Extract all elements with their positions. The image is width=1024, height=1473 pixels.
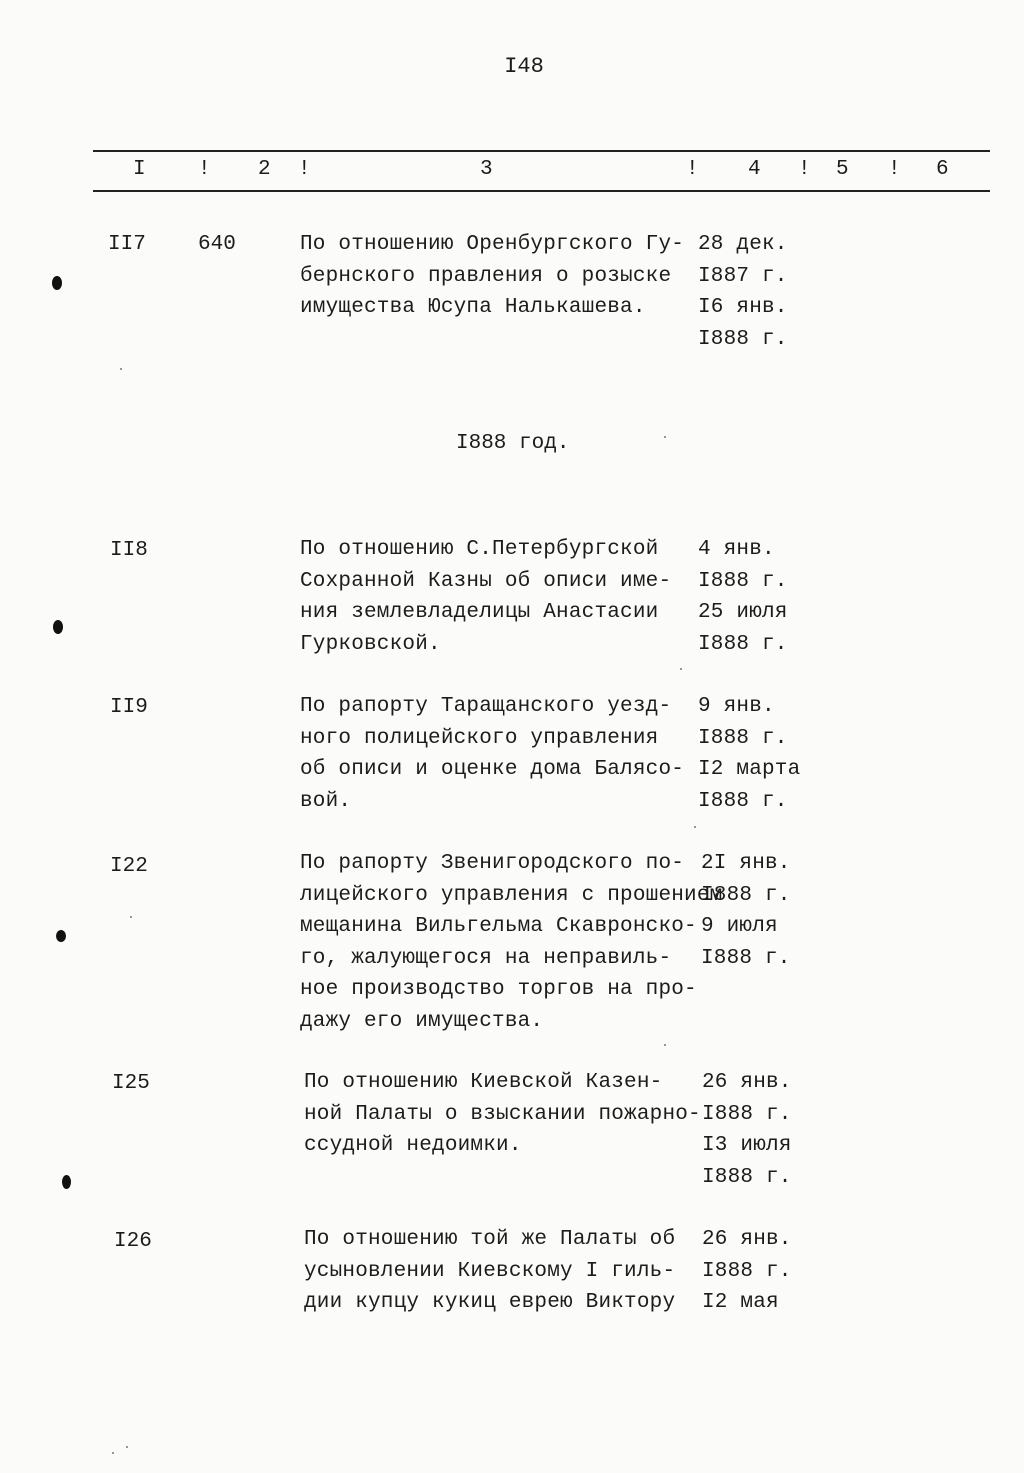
- header-col-6: 6: [936, 158, 949, 181]
- entry-number: I22: [110, 855, 148, 878]
- scan-speck: [126, 1446, 128, 1448]
- entry-number: II7: [108, 233, 146, 256]
- scan-speck: [120, 368, 122, 370]
- header-col-3: 3: [480, 158, 493, 181]
- entry-dates: 26 янв. I888 г. I2 мая: [702, 1228, 792, 1314]
- entry-case: 640: [198, 233, 236, 256]
- entry-description: По рапорту Таращанского уезд- ного полицейского управления об описи и оценке дома Балясо- вой.: [300, 695, 685, 813]
- header-col-2: 2: [258, 158, 271, 181]
- header-sep: !: [198, 158, 211, 181]
- scan-speck: [680, 668, 682, 670]
- punch-hole-mark: [53, 620, 63, 634]
- entry-description: По рапорту Звенигородского по- лицейского управления с прошением мещанина Вильгельма Скавронско- го, жалующегося на неправиль- ное производство торгов на про- дажу его имущества.: [300, 852, 723, 1033]
- header-sep: !: [298, 158, 311, 181]
- entry-dates: 9 янв. I888 г. I2 марта I888 г.: [698, 695, 801, 813]
- scan-speck: [112, 1452, 114, 1454]
- header-col-1: I: [133, 158, 146, 181]
- entry-number: II9: [110, 696, 148, 719]
- punch-hole-mark: [56, 930, 66, 942]
- entry-dates: 4 янв. I888 г. 25 июля I888 г.: [698, 538, 788, 656]
- table-top-rule: [93, 150, 990, 152]
- entry-number: I25: [112, 1072, 150, 1095]
- scan-speck: [694, 826, 696, 828]
- entry-description: По отношению Киевской Казен- ной Палаты о взыскании пожарно- ссудной недоимки.: [304, 1071, 701, 1157]
- page-number: I48: [504, 54, 544, 79]
- punch-hole-mark: [62, 1175, 71, 1189]
- entry-description: По отношению С.Петербургской Сохранной Казны об описи име- ния землевладелицы Анастасии Гурковской.: [300, 538, 672, 656]
- table-header-rule: [93, 190, 990, 192]
- entry-dates: 2I янв. I888 г. 9 июля I888 г.: [701, 852, 791, 970]
- header-sep: !: [686, 158, 699, 181]
- header-col-4: 4: [748, 158, 761, 181]
- section-title: I888 год.: [456, 432, 570, 455]
- entry-description: По отношению той же Палаты об усыновлении Киевскому I гиль- дии купцу кукиц еврею Виктору: [304, 1228, 676, 1314]
- header-sep: !: [888, 158, 901, 181]
- entry-description: По отношению Оренбургского Гу- бернского правления о розыске имущества Юсупа Налькашева.: [300, 233, 685, 319]
- scan-speck: [130, 916, 132, 918]
- entry-number: II8: [110, 539, 148, 562]
- entry-dates: 26 янв. I888 г. I3 июля I888 г.: [702, 1071, 792, 1189]
- entry-number: I26: [114, 1230, 152, 1253]
- punch-hole-mark: [52, 276, 62, 290]
- scan-speck: [664, 1044, 666, 1046]
- header-sep: !: [798, 158, 811, 181]
- header-col-5: 5: [836, 158, 849, 181]
- scan-speck: [664, 436, 666, 438]
- entry-dates: 28 дек. I887 г. I6 янв. I888 г.: [698, 233, 788, 351]
